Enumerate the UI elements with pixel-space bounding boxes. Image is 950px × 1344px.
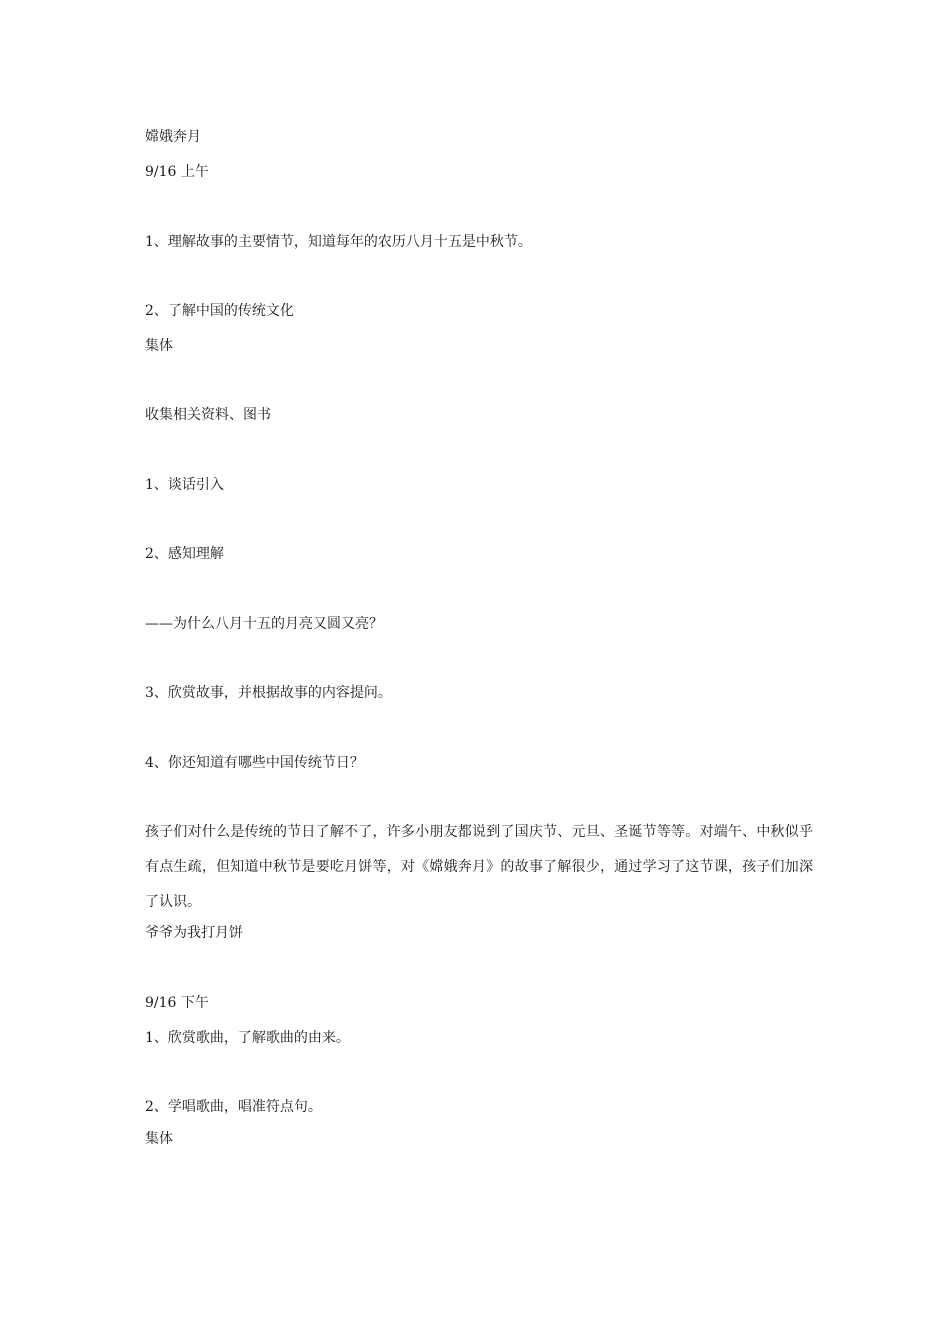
activity-form: 集体 [145,1131,173,1147]
goal-item: 1、欣赏歌曲，了解歌曲的由来。 [145,1030,350,1046]
lesson-date: 9/16 下午 [145,995,209,1011]
process-step: 2、感知理解 [145,546,224,562]
preparation: 收集相关资料、图书 [145,407,271,423]
process-step: 3、欣赏故事，并根据故事的内容提问。 [145,685,392,701]
process-step: 1、谈话引入 [145,477,224,493]
lesson-date: 9/16 上午 [145,164,209,180]
lesson-title: 嫦娥奔月 [145,129,201,145]
process-question: ——为什么八月十五的月亮又圆又亮？ [145,616,383,632]
process-step: 4、你还知道有哪些中国传统节日？ [145,755,364,771]
goal-item: 2、学唱歌曲，唱准符点句。 [145,1099,322,1115]
goal-item: 1、理解故事的主要情节，知道每年的农历八月十五是中秋节。 [145,234,532,250]
lesson-title: 爷爷为我打月饼 [145,925,243,941]
goal-item: 2、了解中国的传统文化 [145,303,294,319]
reflection-paragraph: 孩子们对什么是传统的节日了解不了，许多小朋友都说到了国庆节、元旦、圣诞节等等。对端午、中秋似乎有点生疏，但知道中秋节是要吃月饼等，对《嫦娥奔月》的故事了解很少，通过学习了这节课，孩子们加深了认识。 [145,824,813,910]
activity-form: 集体 [145,338,173,354]
